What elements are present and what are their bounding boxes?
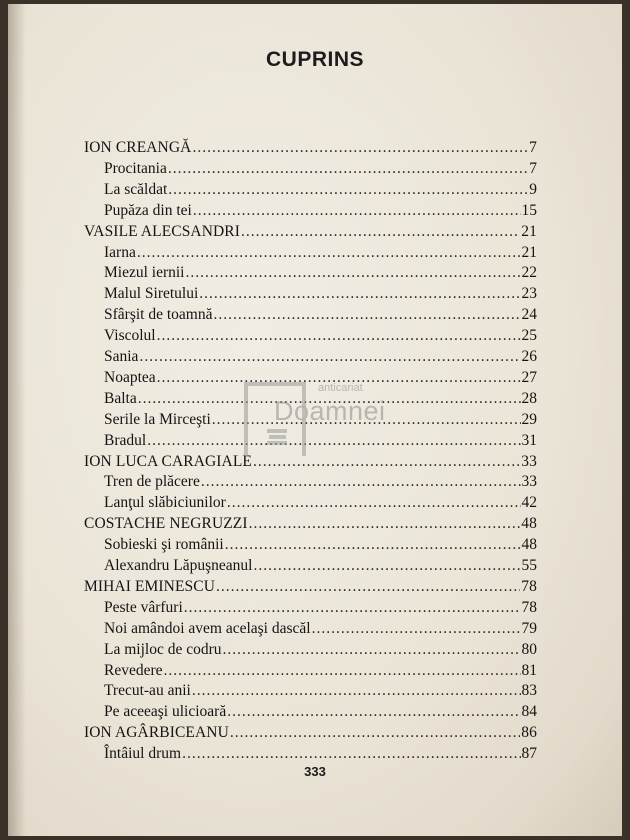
toc-author-entry	[84, 724, 537, 746]
toc-entry-page: 79	[521, 619, 537, 637]
toc-entry-page: 28	[521, 389, 537, 407]
toc-entry-label: Întâiul drum	[104, 745, 182, 763]
toc-dot-leader	[225, 536, 521, 554]
watermark-small-text: anticariat	[318, 382, 363, 394]
toc-entry-page: 21	[521, 243, 537, 261]
book-stack-icon	[266, 428, 288, 446]
toc-entry-label: Alexandru Lăpuşneanul	[104, 557, 253, 574]
toc-dot-leader	[164, 662, 521, 680]
toc-work-entry	[104, 703, 537, 725]
toc-dot-leader	[193, 202, 521, 220]
toc-dot-leader	[157, 327, 521, 345]
toc-dot-leader	[186, 264, 521, 282]
toc-entry-page: 84	[521, 703, 537, 721]
toc-work-entry	[104, 641, 537, 663]
toc-dot-leader	[182, 745, 520, 763]
toc-entry-page: 81	[521, 661, 537, 679]
toc-entry-page: 55	[521, 557, 537, 574]
toc-author-entry	[84, 223, 537, 245]
toc-work-entry	[104, 682, 537, 704]
toc-entry-page: 86	[521, 724, 537, 742]
toc-dot-leader	[213, 306, 520, 324]
toc-entry-page: 31	[521, 431, 537, 449]
toc-entry-page: 29	[521, 410, 537, 428]
toc-entry-label: Noaptea	[104, 368, 156, 386]
toc-work-entry	[104, 327, 537, 349]
page-spine-shadow	[8, 4, 26, 836]
toc-entry-label: Lanţul slăbiciunilor	[104, 494, 226, 512]
toc-dot-leader	[230, 724, 520, 742]
toc-entry-page: 48	[521, 536, 537, 554]
toc-dot-leader	[199, 285, 520, 303]
book-page	[8, 4, 622, 836]
toc-entry-label: Trecut-au anii	[104, 682, 191, 700]
toc-entry-label: Sania	[104, 348, 139, 365]
toc-entry-page: 48	[521, 515, 537, 533]
toc-author-entry	[84, 515, 537, 537]
toc-work-entry	[104, 473, 537, 495]
toc-author-entry	[84, 139, 537, 161]
toc-work-entry	[104, 160, 537, 182]
toc-dot-leader	[254, 557, 521, 575]
toc-entry-page: 22	[521, 264, 537, 282]
toc-author-entry	[84, 578, 537, 600]
toc-dot-leader	[312, 620, 521, 638]
toc-entry-page: 23	[521, 285, 537, 303]
toc-dot-leader	[201, 473, 521, 491]
toc-entry-label: COSTACHE NEGRUZZI	[84, 515, 248, 533]
toc-entry-page: 42	[521, 494, 537, 512]
toc-entry-page: 9	[529, 180, 537, 198]
toc-work-entry	[104, 306, 537, 328]
toc-entry-page: 21	[521, 222, 537, 240]
toc-dot-leader	[168, 160, 528, 178]
toc-entry-page: 80	[521, 640, 537, 658]
watermark-big-text: Doamnei	[274, 396, 386, 426]
toc-entry-label: La scăldat	[104, 180, 168, 198]
toc-work-entry	[104, 494, 537, 516]
toc-entry-label: Sfârşit de toamnă	[104, 306, 213, 324]
toc-work-entry	[104, 348, 537, 370]
toc-entry-page: 7	[529, 159, 537, 177]
page-title: CUPRINS	[265, 48, 364, 71]
toc-work-entry	[104, 557, 537, 579]
toc-dot-leader	[227, 703, 520, 721]
toc-entry-label: Pe aceeaşi ulicioară	[104, 703, 227, 721]
toc-entry-label: Viscolul	[104, 327, 156, 345]
toc-entry-page: 15	[521, 201, 537, 219]
toc-entry-label: Pupăza din tei	[104, 201, 192, 219]
page-number: 333	[304, 764, 326, 779]
toc-entry-page: 27	[521, 368, 537, 386]
toc-entry-page: 25	[521, 327, 537, 345]
toc-entry-label: Noi amândoi avem acelaşi dascăl	[104, 619, 311, 637]
toc-entry-label: ION CREANGĂ	[84, 139, 192, 156]
toc-entry-page: 78	[521, 598, 537, 616]
toc-dot-leader	[137, 244, 521, 262]
toc-entry-page: 24	[521, 306, 537, 324]
toc-work-entry	[104, 264, 537, 286]
toc-entry-label: Revedere	[104, 661, 163, 679]
toc-entry-label: Malul Siretului	[104, 285, 199, 303]
toc-dot-leader	[139, 348, 520, 366]
toc-entry-label: ION LUCA CARAGIALE	[84, 452, 252, 470]
toc-entry-page: 26	[521, 348, 537, 365]
toc-entry-label: Peste vârfuri	[104, 598, 183, 616]
toc-dot-leader	[227, 494, 521, 512]
toc-entry-page: 33	[521, 452, 537, 470]
watermark-logo	[244, 382, 404, 462]
toc-work-entry	[104, 536, 537, 558]
toc-work-entry	[104, 599, 537, 621]
toc-dot-leader	[184, 599, 521, 617]
toc-entry-label: Balta	[104, 389, 137, 407]
toc-entry-label: Sobieski şi românii	[104, 536, 224, 554]
toc-work-entry	[104, 620, 537, 642]
toc-entry-label: La mijloc de codru	[104, 640, 222, 658]
toc-entry-label: Procitania	[104, 159, 167, 177]
toc-dot-leader	[168, 181, 528, 199]
toc-entry-page: 87	[521, 745, 537, 763]
toc-entry-page: 83	[521, 682, 537, 700]
toc-entry-label: Miezul iernii	[104, 264, 185, 282]
toc-work-entry	[104, 202, 537, 224]
toc-dot-leader	[249, 515, 521, 533]
toc-entry-page: 7	[529, 139, 537, 156]
toc-dot-leader	[223, 641, 521, 659]
toc-entry-label: Tren de plăcere	[104, 473, 200, 491]
toc-dot-leader	[192, 139, 528, 157]
toc-entry-page: 78	[521, 577, 537, 595]
toc-entry-label: Serile la Mirceşti	[104, 410, 211, 428]
toc-work-entry	[104, 244, 537, 266]
toc-dot-leader	[216, 578, 520, 596]
toc-work-entry	[104, 285, 537, 307]
toc-dot-leader	[241, 223, 520, 241]
toc-entry-label: VASILE ALECSANDRI	[84, 222, 240, 240]
toc-entry-label: Iarna	[104, 243, 136, 261]
toc-entry-label: MIHAI EMINESCU	[84, 577, 215, 595]
toc-dot-leader	[192, 682, 521, 700]
toc-work-entry	[104, 181, 537, 203]
toc-entry-label: Bradul	[104, 431, 147, 449]
toc-entry-label: ION AGÂRBICEANU	[84, 724, 229, 742]
toc-work-entry	[104, 662, 537, 684]
toc-entry-page: 33	[521, 473, 537, 491]
